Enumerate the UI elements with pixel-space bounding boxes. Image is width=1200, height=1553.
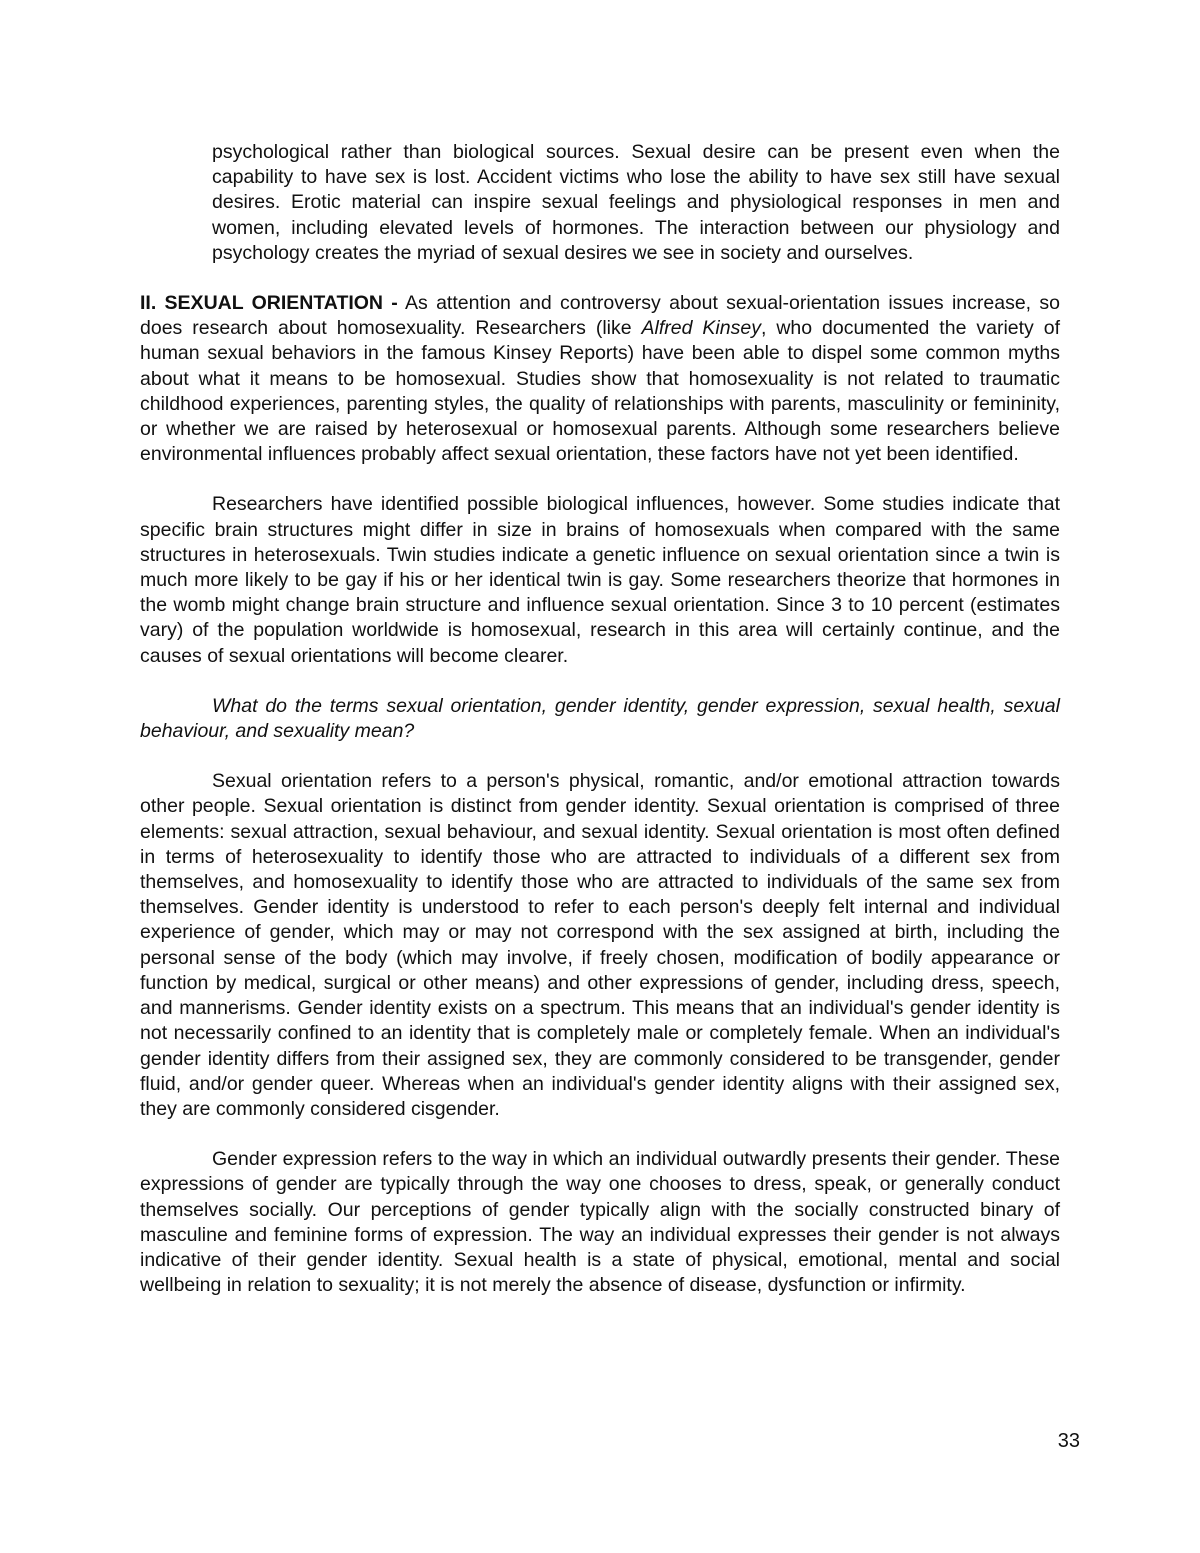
- paragraph-text-part-a: As attention and controversy about sexual-orientation issues increase, so does research about homosexuality. Researchers (like: [140, 292, 1060, 340]
- page-number: 33: [1057, 1430, 1080, 1452]
- paragraph-sexual-orientation-definition: Sexual orientation refers to a person's physical, romantic, and/or emotional attraction towards other people. Sexual orientation is distinct from gender identity. Sexual orientation is comprised of three elements: sexual attraction, sexual behaviour, and sexual identity. Sexual orientation is most often defined in terms of heterosexuality to identify those who are attracted to individuals of a different sex from themselves, and homosexuality to identify those who are attracted to individuals of the same sex from themselves. Gender identity is understood to refer to each person's deeply felt internal and individual experience of gender, which may or may not correspond with the sex assigned at birth, including the personal sense of the body (which may involve, if freely chosen, modification of bodily appearance or function by medical, surgical or other means) and other expressions of gender, including dress, speech, and mannerisms. Gender identity exists on a spectrum. This means that an individual's gender identity is not necessarily confined to an identity that is completely male or completely female. When an individual's gender identity differs from their assigned sex, they are commonly considered to be transgender, gender fluid, and/or gender queer. Whereas when an individual's gender identity aligns with their assigned sex, they are commonly considered cisgender.: [140, 770, 1060, 1120]
- paragraph-sexual-desire-continued: psychological rather than biological sources. Sexual desire can be present even when the capability to have sex is lost. Accident victims who lose the ability to have sex still have sexual desires. Erotic material can inspire sexual feelings and physiological responses in men and women, including elevated levels of hormones. The interaction between our physiology and psychology creates the myriad of sexual desires we see in society and ourselves.: [212, 141, 1060, 264]
- section-heading-sexual-orientation: II. SEXUAL ORIENTATION -: [140, 292, 398, 315]
- name-alfred-kinsey: Alfred Kinsey: [641, 317, 761, 340]
- paragraph-biological-influences: Researchers have identified possible biological influences, however. Some studies indicate that specific brain structures might differ in size in brains of homosexuals when compared with the same structures in heterosexuals. Twin studies indicate a genetic influence on sexual orientation since a twin is much more likely to be gay if his or her identical twin is gay. Some researchers theorize that hormones in the womb might change brain structure and influence sexual orientation. Since 3 to 10 percent (estimates vary) of the population worldwide is homosexual, research in this area will certainly continue, and the causes of sexual orientations will become clearer.: [140, 493, 1060, 667]
- question-terms-meaning: What do the terms sexual orientation, gender identity, gender expression, sexual health, sexual behaviour, and sexuality mean?: [140, 694, 1060, 743]
- paragraph-text-part-b: , who documented the variety of human sexual behaviors in the famous Kinsey Reports) have been able to dispel some common myths about what it means to be homosexual. Studies show that homosexuality is not related to traumatic childhood experiences, parenting styles, the quality of relationships with parents, masculinity or femininity, or whether we are raised by heterosexual or homosexual parents. Although some researchers believe environmental influences probably affect sexual orientation, these factors have not yet been identified.: [140, 317, 1060, 466]
- paragraph-sexual-orientation: [140, 291, 1060, 467]
- document-page: [140, 140, 1060, 1298]
- paragraph-gender-expression: Gender expression refers to the way in which an individual outwardly presents their gender. These expressions of gender are typically through the way one chooses to dress, speak, or generally conduct themselves socially. Our perceptions of gender typically align with the socially constructed binary of masculine and feminine forms of expression. The way an individual expresses their gender is not always indicative of their gender identity. Sexual health is a state of physical, emotional, mental and social wellbeing in relation to sexuality; it is not merely the absence of disease, dysfunction or infirmity.: [140, 1148, 1060, 1297]
